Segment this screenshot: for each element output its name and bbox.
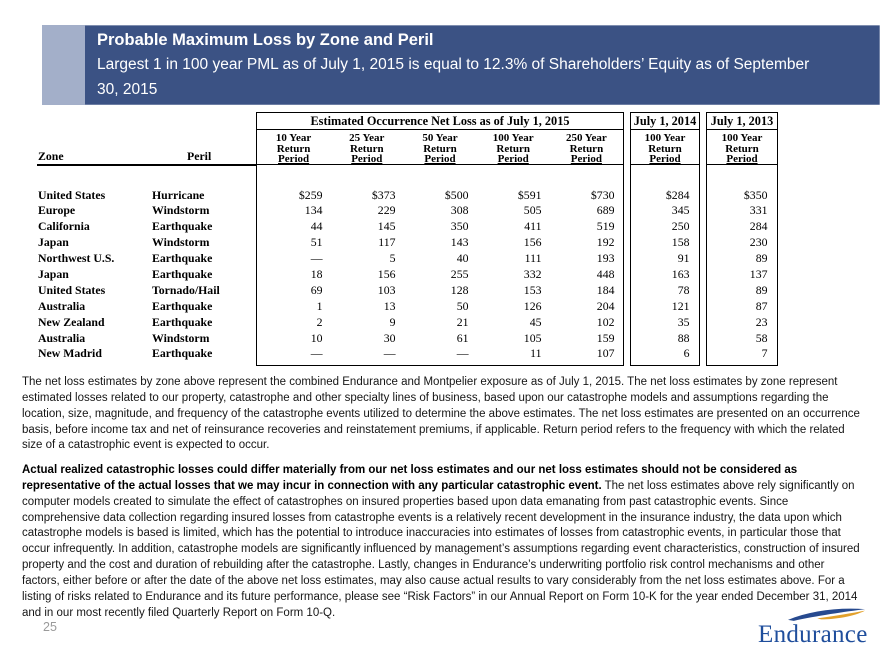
table-peril-cell: Earthquake [152,298,213,313]
zone-column-header: Zone [38,149,64,163]
table-zone-cell: United States [38,187,106,202]
table-value-cell: — [310,346,323,361]
period-label: Period [424,153,456,166]
paragraph-disclaimer [22,463,862,621]
period-label: Period [278,153,310,166]
table-value-cell: 255 [450,266,469,281]
table-value-cell: 332 [523,266,542,281]
table-value-cell-2014: 250 [671,219,690,234]
table-value-cell: 143 [450,235,469,250]
table-value-cell: 156 [523,235,542,250]
july-2014-return-header [631,130,699,165]
table-value-cell: — [310,251,323,266]
table-value-cell: 411 [524,219,542,234]
table-value-cell-2014: 35 [677,314,690,329]
table-value-cell-2013: 89 [755,251,768,266]
column-header-10yr [257,133,330,165]
page-number: 25 [43,620,57,634]
table-value-cell: $500 [444,187,469,202]
return-period-headers [257,130,623,165]
table-value-cell-2013: 23 [755,314,768,329]
period-label: Period [570,153,602,166]
table-zone-cell: New Madrid [38,346,102,361]
return-label: Return [496,142,530,155]
table-zone-cell: United States [38,282,106,297]
table-value-cell-2014: 163 [671,266,690,281]
values-2014 [632,188,699,363]
table-value-cell: 184 [596,282,615,297]
table-zone-cell: Europe [38,203,76,218]
july-2013-header: July 1, 2013 [707,113,777,130]
table-value-cell: 350 [450,219,469,234]
table-value-cell: 448 [596,266,615,281]
slide-title: Probable Maximum Loss by Zone and Peril [97,31,434,49]
table-value-cell: 2 [316,314,323,329]
table-value-cell: 105 [523,330,542,345]
table-value-cell-2013: 137 [749,266,768,281]
table-value-cell: 51 [310,235,323,250]
zone-column [38,188,114,363]
table-peril-cell: Earthquake [152,266,213,281]
table-peril-cell: Tornado/Hail [152,282,220,297]
table-zone-cell: Japan [38,266,69,281]
endurance-logo-text: Endurance [758,621,868,648]
endurance-logo [758,606,878,652]
column-header-25yr [330,133,403,165]
table-value-cell-2013: 331 [749,203,768,218]
table-value-cell: 505 [523,203,542,218]
table-value-cell: 18 [310,266,323,281]
column-header-50yr [403,133,476,165]
column-header-2013-100yr [707,133,777,165]
table-value-cell-2013: 58 [755,330,768,345]
table-value-cell: 145 [377,219,396,234]
values-2013 [708,188,777,363]
table-value-cell: 193 [596,251,615,266]
banner-accent-square [42,25,85,105]
return-label: Return [648,142,682,155]
table-value-cell: 10 [310,330,323,345]
table-value-cell: 229 [377,203,396,218]
table-value-cell: $259 [298,187,323,202]
table-value-cell-2014: $284 [665,187,690,202]
table-value-cell: 128 [450,282,469,297]
table-peril-cell: Windstorm [152,330,210,345]
disclaimer-body: The net loss estimates above rely significantly on computer models created to simulate the effect of catastrophes on insured properties based upon data emanating from past catastrophic events. Since comprehensive data collection regarding insured losses from catastrophe events is a relatively recent development in the insurance industry, the data upon which catastrophe models is based is limited, which has the potential to introduce inaccuracies into estimates of losses from catastrophic events, in particular those that occur infrequently. In addition, catastrophe models are significantly influenced by management’s assumptions regarding event characteristics, construction of insured property and the cost and duration of rebuilding after the catastrophe. Lastly, changes in Endurance’s underwriting portfolio risk control mechanisms and other factors, either before or after the date of the above net loss estimates, may also cause actual results to vary considerably from the net loss estimates above. For a listing of risks related to Endurance and its future performance, please see “Risk Factors” in our Annual Report on Form 10-K for the year ended December 31, 2014 and in our most recently filed Quarterly Report on Form 10-Q. [22,479,860,619]
table-value-cell: 50 [456,298,469,313]
period-label: Period [497,153,529,166]
column-header-250yr [550,133,623,165]
period-label: Period [649,153,681,166]
period-label: Period [726,153,758,166]
table-value-cell: 102 [596,314,615,329]
table-value-cell: 45 [529,314,542,329]
return-label: Return [725,142,759,155]
july-2013-return-header [707,130,777,165]
table-value-cell-2014: 121 [671,298,690,313]
table-value-cell-2014: 6 [683,346,690,361]
table-value-cell: 156 [377,266,396,281]
column-header-label: 50 Year [422,132,458,144]
return-label: Return [349,142,384,155]
table-value-cell-2013: 7 [761,346,768,361]
table-peril-cell: Hurricane [152,187,205,202]
peril-column-header: Peril [187,149,212,163]
table-value-cell: 117 [378,235,396,250]
table-value-cell: 192 [596,235,615,250]
table-value-cell-2014: 91 [677,251,690,266]
paragraph-net-loss-estimates: The net loss estimates by zone above represent the combined Endurance and Montpelier exposure as of July 1, 2015. The net loss estimates by zone represent estimated losses related to our property, catastrophe and other specialty lines of business, based upon our catastrophe models and assumptions regarding the location, size, magnitude, and frequency of the catastrophe events utilized to determine the above estimates. The net loss estimates are presented on an occurrence basis, before income tax and net of reinsurance recoveries and reinstatement premiums, if applicable. Return period refers to the frequency with which the related size of a catastrophic event is expected to occur. [22,376,860,452]
zone-peril-underline [37,164,256,166]
table-value-cell: 204 [596,298,615,313]
table-value-cell: 107 [596,346,615,361]
table-value-cell: 111 [524,251,542,266]
table-value-cell: $373 [371,187,396,202]
table-zone-cell: California [38,219,90,234]
table-zone-cell: Australia [38,298,86,313]
table-value-cell: 9 [389,314,396,329]
table-value-cell-2013: $350 [743,187,768,202]
table-value-cell: 61 [456,330,469,345]
table-value-cell: 308 [450,203,469,218]
table-value-cell-2014: 158 [671,235,690,250]
return-label: Return [423,142,457,155]
table-value-cell: 13 [383,298,396,313]
table-peril-cell: Earthquake [152,219,213,234]
table-peril-cell: Earthquake [152,346,213,361]
table-value-cell: 44 [310,219,323,234]
table-value-cell-2014: 78 [677,282,690,297]
title-banner [42,25,880,105]
table-zone-cell: Australia [38,330,86,345]
main-values-grid [258,188,623,363]
table-value-cell: 689 [596,203,615,218]
table-value-cell: 11 [530,346,542,361]
table-value-cell-2013: 89 [755,282,768,297]
disclaimer-bold-lead: Actual realized catastrophic losses could differ materially from our net loss estimates and our net loss estimates should not be considered as representative of the actual losses that we may incur in connection with any particular catastrophic event. [22,464,798,492]
column-header-100yr [477,133,550,165]
column-header-label: 100 Year [644,132,686,144]
column-header-label: 250 Year [565,132,607,144]
table-value-cell: 1 [316,298,323,313]
column-header-label: 100 Year [721,132,763,144]
table-value-cell: 5 [389,251,396,266]
table-value-cell: 69 [310,282,323,297]
column-header-2014-100yr [631,133,699,165]
slide-subtitle: Largest 1 in 100 year PML as of July 1, 2015 is equal to 12.3% of Shareholders’ Equity as of September 30, 2015 [97,56,810,98]
table-peril-cell: Windstorm [152,235,210,250]
column-header-label: 25 Year [349,132,385,144]
table-peril-cell: Windstorm [152,203,210,218]
return-label: Return [276,142,311,155]
table-value-cell-2014: 88 [677,330,690,345]
column-header-label: 10 Year [275,132,312,144]
table-value-cell: 30 [383,330,396,345]
group-header: Estimated Occurrence Net Loss as of July 1, 2015 [257,113,623,130]
table-value-cell: $730 [590,187,615,202]
return-label: Return [569,142,604,155]
table-peril-cell: Earthquake [152,251,213,266]
table-value-cell: 519 [596,219,615,234]
table-zone-cell: Japan [38,235,69,250]
table-value-cell-2013: 230 [749,235,768,250]
table-value-cell-2014: 345 [671,203,690,218]
period-label: Period [351,153,383,166]
table-value-cell: 153 [523,282,542,297]
table-value-cell: 159 [596,330,615,345]
july-2014-header: July 1, 2014 [631,113,699,130]
table-value-cell: $591 [517,187,542,202]
banner-background [85,25,880,105]
table-value-cell: 21 [456,314,469,329]
table-value-cell: 134 [304,203,323,218]
table-value-cell-2013: 284 [749,219,768,234]
peril-column [152,188,220,363]
table-zone-cell: New Zealand [38,314,105,329]
table-value-cell: — [383,346,396,361]
table-value-cell: 126 [523,298,542,313]
table-value-cell-2013: 87 [755,298,768,313]
column-header-label: 100 Year [492,132,534,144]
table-value-cell: 103 [377,282,396,297]
table-peril-cell: Earthquake [152,314,213,329]
table-value-cell: 40 [456,251,469,266]
table-value-cell: — [456,346,469,361]
table-zone-cell: Northwest U.S. [38,251,115,266]
